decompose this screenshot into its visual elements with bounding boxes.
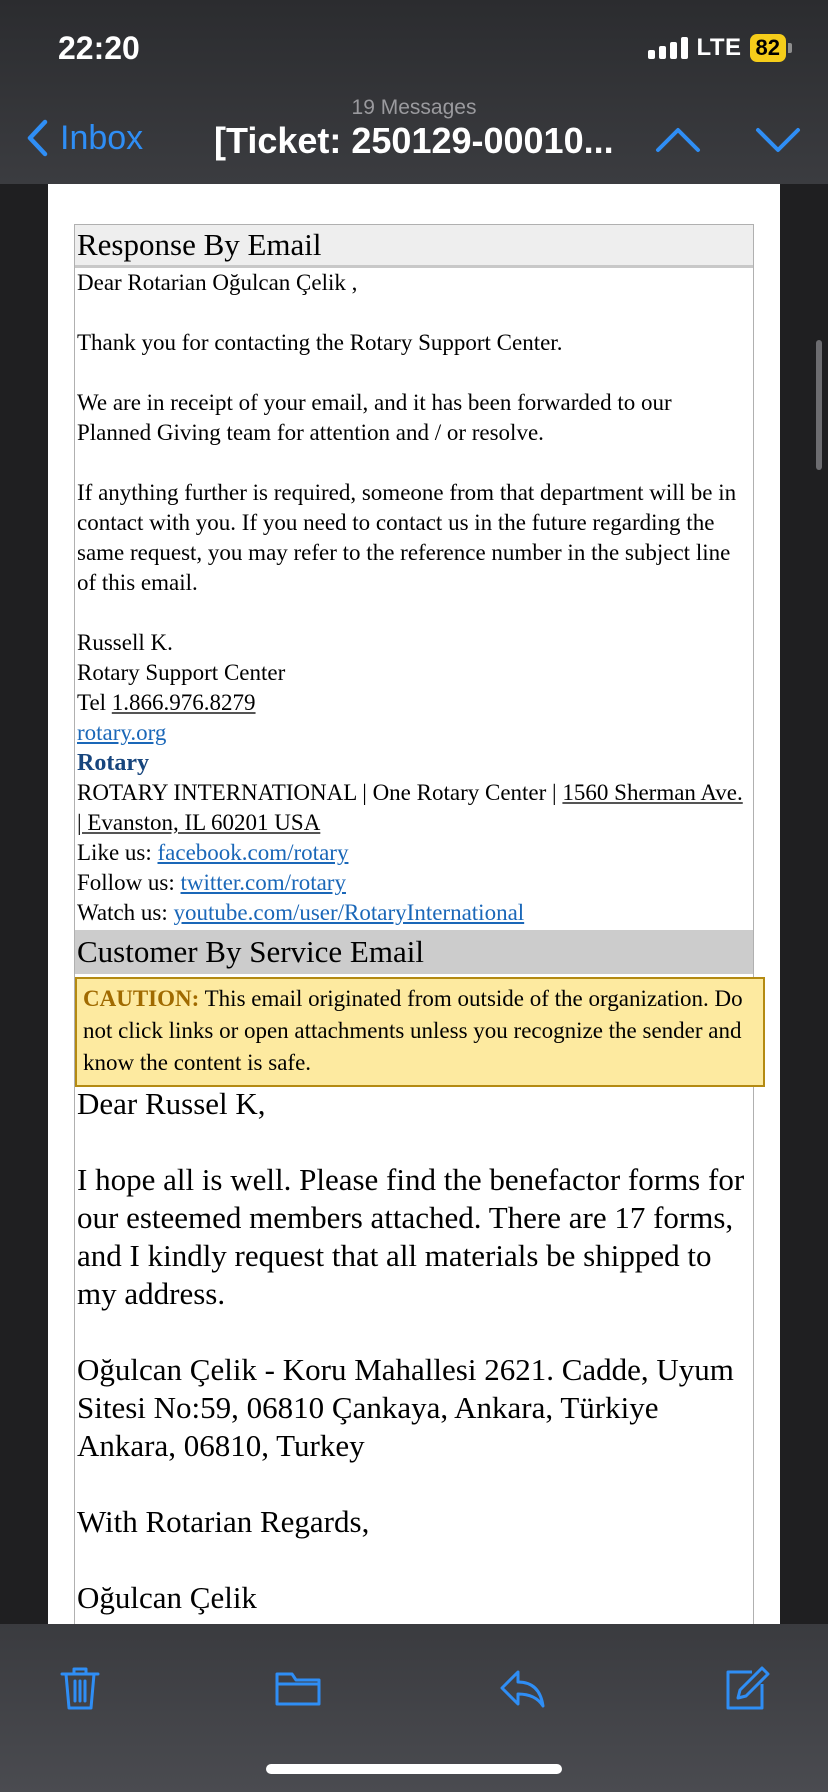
response-paragraph-1: Thank you for contacting the Rotary Support Center.	[77, 330, 563, 355]
folder-icon	[274, 1664, 322, 1712]
compose-icon	[722, 1664, 770, 1712]
signature-tel	[77, 688, 751, 718]
address-part-2-link[interactable]: 1560 Sherman Ave. | Evanston, IL 60201 USA	[77, 780, 743, 835]
customer-address: Oğulcan Çelik - Koru Mahallesi 2621. Cadde, Uyum Sitesi No:59, 06810 Çankaya, Ankara, Türkiye Ankara, 06810, Turkey	[77, 1352, 734, 1463]
caution-banner	[75, 977, 765, 1087]
battery-icon	[750, 34, 792, 62]
status-indicators	[648, 34, 792, 62]
signature-name: Russell K.	[77, 630, 173, 655]
watch-line	[77, 898, 751, 928]
follow-line	[77, 868, 751, 898]
status-time: 22:20	[58, 30, 140, 66]
customer-paragraph: I hope all is well. Please find the benefactor forms for our esteemed members attached. There are 17 forms, and I kindly request that all materials be shipped to my address.	[77, 1162, 745, 1311]
customer-header: Customer By Service Email	[75, 930, 753, 974]
response-paragraph-3: If anything further is required, someone from that department will be in contact with you. If you need to contact us in the future regarding the same request, you may refer to the reference number in the subject line of this email.	[77, 480, 737, 595]
rotary-brand: Rotary	[77, 750, 149, 776]
signature-org: Rotary Support Center	[77, 660, 286, 685]
compose-button[interactable]	[722, 1664, 770, 1717]
tel-number-link[interactable]: 1.866.976.8279	[111, 690, 256, 715]
address-part-1: ROTARY INTERNATIONAL | One Rotary Center |	[77, 780, 563, 805]
customer-greeting: Dear Russel K,	[77, 1086, 266, 1121]
top-bar	[0, 0, 828, 184]
facebook-link[interactable]: facebook.com/rotary	[157, 840, 349, 865]
like-label: Like us:	[77, 840, 152, 865]
twitter-link[interactable]: twitter.com/rotary	[180, 870, 346, 895]
trash-icon	[56, 1664, 104, 1712]
chevron-left-icon	[24, 118, 50, 158]
address-line	[77, 778, 751, 838]
caution-label: CAUTION:	[83, 986, 200, 1011]
signal-icon	[648, 37, 688, 59]
battery-level: 82	[750, 34, 786, 62]
response-greeting: Dear Rotarian Oğulcan Çelik ,	[77, 270, 358, 295]
email-subject-title: [Ticket: 250129-00010...	[214, 120, 614, 161]
customer-message	[77, 1085, 753, 1617]
message-navigation	[654, 120, 802, 160]
chevron-down-icon[interactable]	[754, 120, 802, 160]
response-paragraph-2: We are in receipt of your email, and it has been forwarded to our Planned Giving team for attention and / or resolve.	[77, 390, 672, 445]
response-header: Response By Email	[75, 225, 753, 268]
network-label: LTE	[696, 34, 742, 61]
youtube-link[interactable]: youtube.com/user/RotaryInternational	[173, 900, 525, 925]
scrollbar[interactable]	[816, 340, 822, 470]
watch-label: Watch us:	[77, 900, 168, 925]
move-button[interactable]	[274, 1664, 322, 1717]
reply-button[interactable]	[498, 1664, 546, 1717]
rotary-site-link[interactable]: rotary.org	[77, 720, 167, 745]
customer-closing: With Rotarian Regards,	[77, 1504, 370, 1539]
caution-text: This email originated from outside of the organization. Do not click links or open attachments unless you recognize the sender and know the content is safe.	[83, 986, 743, 1075]
back-button[interactable]	[24, 118, 143, 158]
home-indicator[interactable]	[266, 1764, 562, 1774]
customer-signature: Oğulcan Çelik	[77, 1580, 257, 1615]
tel-label: Tel	[77, 690, 107, 715]
back-label: Inbox	[60, 118, 144, 157]
like-line	[77, 838, 751, 868]
delete-button[interactable]	[56, 1664, 104, 1717]
chevron-up-icon[interactable]	[654, 120, 702, 160]
reply-icon	[498, 1664, 546, 1712]
follow-label: Follow us:	[77, 870, 175, 895]
response-body	[75, 268, 753, 928]
email-body[interactable]	[48, 184, 780, 1624]
ticket-table	[74, 224, 754, 1624]
message-count: 19 Messages	[351, 96, 477, 119]
